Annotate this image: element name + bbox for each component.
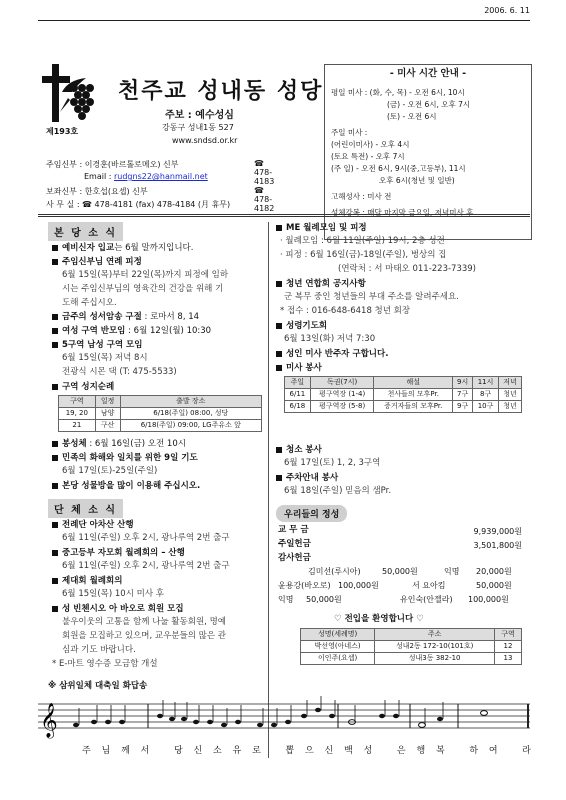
offering-value: 9,939,000원: [473, 527, 522, 536]
group-item: [52, 575, 122, 587]
text: 민족의 화해와 일치를 위한 9일 기도: [62, 453, 198, 463]
page-title: 천주교 성내동 성당: [118, 79, 324, 104]
text: 주일헌금: [278, 539, 311, 549]
text: 청년: [498, 389, 521, 401]
mass-row: 주일 미사 :: [331, 128, 368, 137]
group-detail: * E-마트 영수증 모금함 개설: [52, 659, 158, 669]
donor-amount: 20,000원: [476, 567, 512, 576]
text: 교 무 금: [278, 525, 309, 535]
news-detail: · 월례모임 : 6월 11일(주일) 19시, 2층 성전: [280, 236, 445, 246]
offering-label: [278, 552, 311, 564]
text: 21: [59, 420, 96, 432]
group-item: [52, 603, 184, 615]
table-row: [285, 389, 522, 401]
donor: 유인숙(안젤라): [400, 595, 453, 604]
text: 여성 구역 반모임: [62, 326, 126, 336]
donor-amount: 50,000원: [476, 581, 512, 590]
text: 독권(7시): [310, 377, 374, 389]
text: 6/18(주일) 08:00, 성당: [120, 408, 261, 420]
mass-service-table: [284, 376, 522, 413]
text: 성인 미사 반주자 구합니다.: [286, 349, 389, 359]
text: 평구역장 (5-8): [310, 401, 374, 413]
news-detail: 6월 15일(목) 저녁 8시: [62, 353, 148, 363]
news-item: [52, 256, 142, 268]
table-row: [301, 641, 522, 653]
news-item: [52, 339, 142, 351]
donor-amount: 50,000원: [382, 567, 418, 576]
mass-title: - 미사 시간 안내 -: [389, 68, 467, 79]
text: 는 6월 말까지입니다.: [114, 243, 194, 253]
text: 저녁: [498, 377, 521, 389]
column-divider: [268, 222, 269, 758]
text: : 로마서 8, 14: [141, 312, 200, 322]
text: 천사들의 모후Pr.: [374, 389, 453, 401]
issue-date: 2006. 6. 11: [484, 6, 530, 15]
mass-row: 성체강복 : 매달 마지막 금요일, 저녁미사 후: [331, 208, 474, 217]
group-detail: 6월 11일(주일) 오후 2시, 광나루역 2번 출구: [62, 561, 230, 571]
music-staff: [38, 696, 530, 744]
mass-row: 평일 미사 : (화, 수, 목) - 오전 6시, 10시: [331, 88, 465, 97]
text: : 6월 16일(금) 오전 10시: [86, 439, 186, 449]
text: 성명(세례명): [301, 629, 375, 641]
email-label: Email :: [84, 172, 114, 181]
mass-row: (어린이미사) - 오후 4시: [331, 140, 410, 149]
table-row: [59, 408, 262, 420]
office-line: [46, 199, 230, 210]
offering-label: [278, 524, 309, 536]
email-link[interactable]: rudgns22@hanmail.net: [113, 172, 208, 181]
text: 성 빈첸시오 아 바오로 회원 모집: [62, 604, 184, 614]
text: 성내2동 172-10(101호): [375, 641, 495, 653]
text: 예비신자 입교: [62, 243, 115, 253]
section-offering: 우리들의 정성: [276, 505, 347, 522]
text: 해설: [374, 377, 453, 389]
welcome-title: [334, 613, 424, 625]
news-item: [52, 325, 211, 337]
text: ♡ 전입을 환영합니다 ♡: [334, 614, 424, 624]
text: 19, 20: [59, 408, 96, 420]
news-item: [52, 311, 199, 323]
text: 제대회 월례회의: [62, 576, 123, 586]
pilgrimage-table: [58, 395, 262, 432]
news-item: [52, 242, 193, 254]
psalm-title: [48, 680, 147, 692]
donor: 익명: [444, 567, 460, 576]
text: 5구역 남성 구역 모임: [62, 340, 143, 350]
text: : 6월 12일(월) 10:30: [125, 326, 212, 336]
group-item: [52, 519, 134, 531]
donor: 윤용강(바오로): [278, 581, 331, 590]
news-detail: 6월 15일(목)부터 22일(목)까지 피정에 임하: [62, 270, 229, 280]
text: 8구: [473, 389, 499, 401]
section-parish-news: 본 당 소 식: [48, 222, 123, 241]
text: 6/18(주일) 09:00, LG주유소 앞: [120, 420, 261, 432]
news-detail: 전광식 시몬 댁 (T: 475-5533): [62, 367, 177, 377]
header-divider: [38, 214, 530, 217]
welcome-table: [300, 628, 522, 665]
donor: 김미선(루시아): [308, 567, 361, 576]
text: 본당 성물방을 많이 이용해 주십시오.: [62, 481, 201, 491]
office-label: 사 무 실 : ☎ 478-4181 (fax) 478-4184 (月 휴무): [46, 200, 231, 209]
mass-row: (토) - 오전 6시: [387, 112, 437, 121]
text: 청년 연합회 공지사항: [286, 279, 366, 289]
text: 청년: [498, 401, 521, 413]
text: 박선영(아네스): [301, 641, 375, 653]
group-item: [52, 547, 185, 559]
text: 구역 성지순례: [62, 382, 115, 392]
group-detail: 불우이웃의 고통을 함께 나눌 활동회원, 명예: [62, 617, 227, 627]
top-rule: [38, 20, 530, 21]
news-item: [276, 222, 367, 234]
text: ※ 삼위일체 대축일 화답송: [48, 681, 148, 691]
news-detail: * 접수 : 016-648-6418 청년 회장: [280, 306, 411, 316]
text: 주소: [375, 629, 495, 641]
text: 13: [495, 653, 522, 665]
text: 증거자들의 모후Pr.: [374, 401, 453, 413]
email-line: [84, 172, 208, 181]
mass-row: (토요 특전) - 오후 7시: [331, 152, 405, 161]
website-link[interactable]: www.sndsd.or.kr: [172, 136, 238, 145]
text: 구역: [495, 629, 522, 641]
svg-text:𝄞: 𝄞: [40, 703, 58, 738]
donor-amount: 50,000원: [306, 595, 342, 604]
assistant-phone: ☎ 478-4182: [254, 186, 275, 213]
text: 주일: [285, 377, 311, 389]
text: 6/18: [285, 401, 311, 413]
news-item: [276, 362, 322, 374]
text: 성령기도회: [286, 321, 328, 331]
psalm-lyrics: 주 님 께 서 당 신 소 유 로 뽑 으 신 백 성 은 행 복 하 여 라: [82, 746, 535, 756]
text: 주차안내 봉사: [286, 473, 339, 483]
news-detail: 6월 17일(토)-25일(주일): [62, 466, 158, 476]
assistant-label: 보좌신부 : 한호섭(요셉) 신부: [46, 187, 148, 196]
offering-label: [278, 538, 311, 550]
text: 7구: [453, 389, 473, 401]
text: 9구: [453, 401, 473, 413]
text: 이인주(요셉): [301, 653, 375, 665]
text: 구역: [59, 396, 96, 408]
news-detail: 도해 주십시오.: [62, 298, 117, 308]
text: 주임신부님 연례 피정: [62, 257, 142, 267]
news-detail: 시는 주임신부님의 영육간의 건강을 위해 기: [62, 284, 224, 294]
text: 청소 봉사: [286, 445, 322, 455]
offering-value: 3,501,800원: [473, 541, 522, 550]
text: 감사헌금: [278, 553, 311, 563]
news-detail: · 피정 : 6월 16일(금)-18일(주일), 벙상의 집: [280, 250, 447, 260]
news-item: [52, 438, 186, 450]
news-detail: 6월 13일(화) 저녁 7:30: [284, 334, 376, 344]
text: 11시: [473, 377, 499, 389]
text: 금주의 성서암송 구절: [62, 312, 142, 322]
text: 봉성체: [62, 439, 87, 449]
group-detail: 심과 기도 바랍니다.: [62, 645, 136, 655]
text: 전례단 아차산 산행: [62, 520, 134, 530]
table-row: [59, 420, 262, 432]
donor-amount: 100,000원: [468, 595, 509, 604]
text: 9시: [453, 377, 473, 389]
news-detail: 6월 17일(토) 1, 2, 3구역: [284, 458, 381, 468]
address: 강동구 성내1동 527: [162, 123, 234, 132]
news-detail: 6월 18일(주일) 믿음의 샘Pr.: [284, 486, 392, 496]
news-detail: 군 복무 중인 청년들의 부대 주소를 알려주세요.: [284, 292, 459, 302]
text: 10구: [473, 401, 499, 413]
donor-amount: 100,000원: [338, 581, 379, 590]
text: 6/11: [285, 389, 311, 401]
text: 구산: [95, 420, 120, 432]
text: ME 월례모임 및 피정: [286, 223, 367, 233]
news-item: [52, 452, 198, 464]
mass-row: (주 일) - 오전 6시, 9시(중,고등부), 11시: [331, 164, 466, 173]
text: 일정: [95, 396, 120, 408]
issue-number: 제193호: [46, 127, 79, 136]
mass-row: 오후 6시(청년 및 일반): [379, 176, 455, 185]
mass-row: 고해성사 : 미사 전: [331, 192, 392, 201]
group-detail: 회원을 모집하고 있으며, 교우분들의 많은 관: [62, 631, 227, 641]
pastor-phone: ☎ 478-4183: [254, 159, 275, 186]
news-item: [276, 444, 322, 456]
mass-row: (금) - 오전 6시, 오후 7시: [387, 100, 471, 109]
news-detail: (연락처 : 서 마태오 011-223-7339): [338, 264, 476, 274]
section-group-news: 단 체 소 식: [48, 499, 123, 518]
text: 남양: [95, 408, 120, 420]
news-item: [276, 348, 388, 360]
pastor-label: 주임신부 : 이경훈(바르톨로메오) 신부: [46, 160, 179, 169]
table-row: [285, 401, 522, 413]
news-item: [276, 320, 327, 332]
text: 중고등부 자모회 월례회의 – 산행: [62, 548, 185, 558]
group-detail: 6월 15일(목) 10시 미사 후: [62, 589, 164, 599]
text: 12: [495, 641, 522, 653]
text: 미사 봉사: [286, 363, 322, 373]
news-item: [276, 472, 338, 484]
news-item: [52, 480, 200, 492]
church-logo: [42, 62, 102, 124]
patron: 주보 : 예수성심: [165, 110, 234, 121]
text: 출발 장소: [120, 396, 261, 408]
donor: 익명: [278, 595, 294, 604]
donor: 서 요아킴: [412, 581, 446, 590]
text: 성내3동 382-10: [375, 653, 495, 665]
text: 평구역장 (1-4): [310, 389, 374, 401]
news-item: [276, 278, 366, 290]
group-detail: 6월 11일(주일) 오후 2시, 광나루역 2번 출구: [62, 533, 230, 543]
table-row: [301, 653, 522, 665]
news-item: [52, 381, 114, 393]
